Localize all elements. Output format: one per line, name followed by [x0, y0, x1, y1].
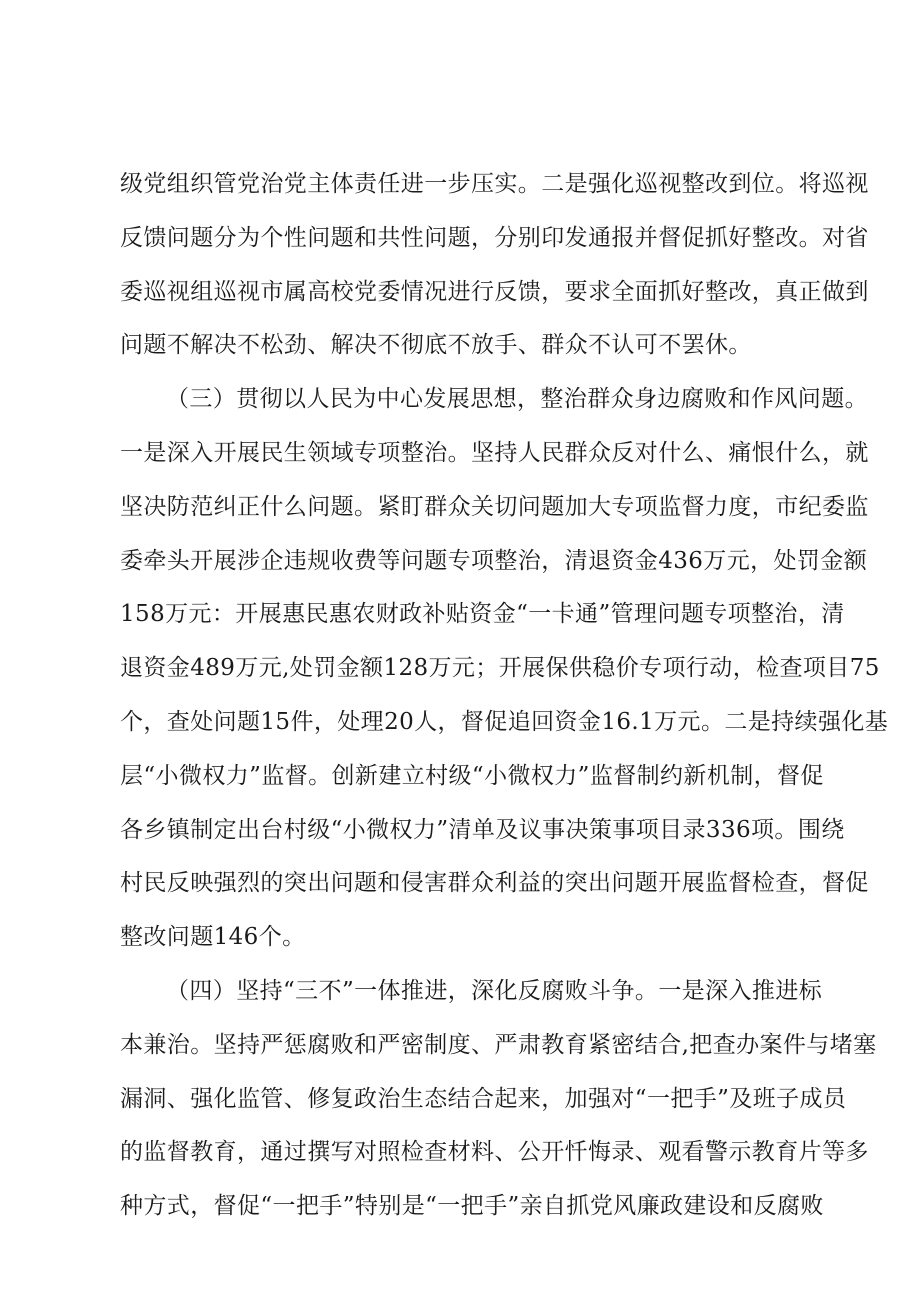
- text-line: 层“小微权力”监督。创新建立村级“小微权力”监督制约新机制，督促: [120, 762, 824, 789]
- paragraph: [120, 158, 869, 373]
- text-line: 的监督教育，通过撰写对照检查材料、公开忏悔录、观看警示教育片等多: [120, 1139, 869, 1166]
- text-line: 158万元：开展惠民惠农财政补贴资金“一卡通”管理问题专项整治，清: [120, 601, 845, 628]
- text-line: 种方式，督促“一把手”特别是“一把手”亲自抓党风廉政建设和反腐败: [120, 1193, 824, 1220]
- text-line: 各乡镇制定出台村级“小微权力”清单及议事决策事项目录336项。围绕: [120, 816, 845, 843]
- text-line: 坚决防范纠正什么问题。紧盯群众关切问题加大专项监督力度，市纪委监: [120, 493, 869, 520]
- text-line: 委牵头开展涉企违规收费等问题专项整治，清退资金436万元，处罚金额: [120, 547, 868, 574]
- text-line: 问题不解决不松劲、解决不彻底不放手、群众不认可不罢休。: [120, 332, 752, 359]
- document-body: [120, 158, 889, 1234]
- text-line: 反馈问题分为个性问题和共性问题，分别印发通报并督促抓好整改。对省: [120, 224, 869, 251]
- paragraph: [120, 373, 889, 965]
- text-line: 整改问题146个。: [120, 924, 306, 951]
- section-heading-line: （四）坚持“三不”一体推进，深化反腐败斗争。一是深入推进标: [166, 977, 823, 1004]
- text-line: 退资金489万元,处罚金额128万元；开展保供稳价专项行动，检查项目75: [120, 655, 880, 682]
- section-heading-line: （三）贯彻以人民为中心发展思想，整治群众身边腐败和作风问题。: [166, 386, 868, 413]
- text-line: 个，查处问题15件，处理20人，督促追回资金16.1万元。二是持续强化基: [120, 708, 889, 735]
- text-line: 本兼治。坚持严惩腐败和严密制度、严肃教育紧密结合,把查办案件与堵塞: [120, 1031, 877, 1058]
- text-line: 一是深入开展民生领域专项整治。坚持人民群众反对什么、痛恨什么，就: [120, 439, 869, 466]
- text-line: 级党组织管党治党主体责任进一步压实。二是强化巡视整改到位。将巡视: [120, 171, 869, 197]
- text-line: 漏洞、强化监管、修复政治生态结合起来，加强对“一把手”及班子成员: [120, 1085, 847, 1112]
- text-line: 村民反映强烈的突出问题和侵害群众利益的突出问题开展监督检查，督促: [120, 870, 869, 897]
- paragraph: [120, 965, 877, 1234]
- text-line: 委巡视组巡视市属高校党委情况进行反馈，要求全面抓好整改，真正做到: [120, 278, 869, 305]
